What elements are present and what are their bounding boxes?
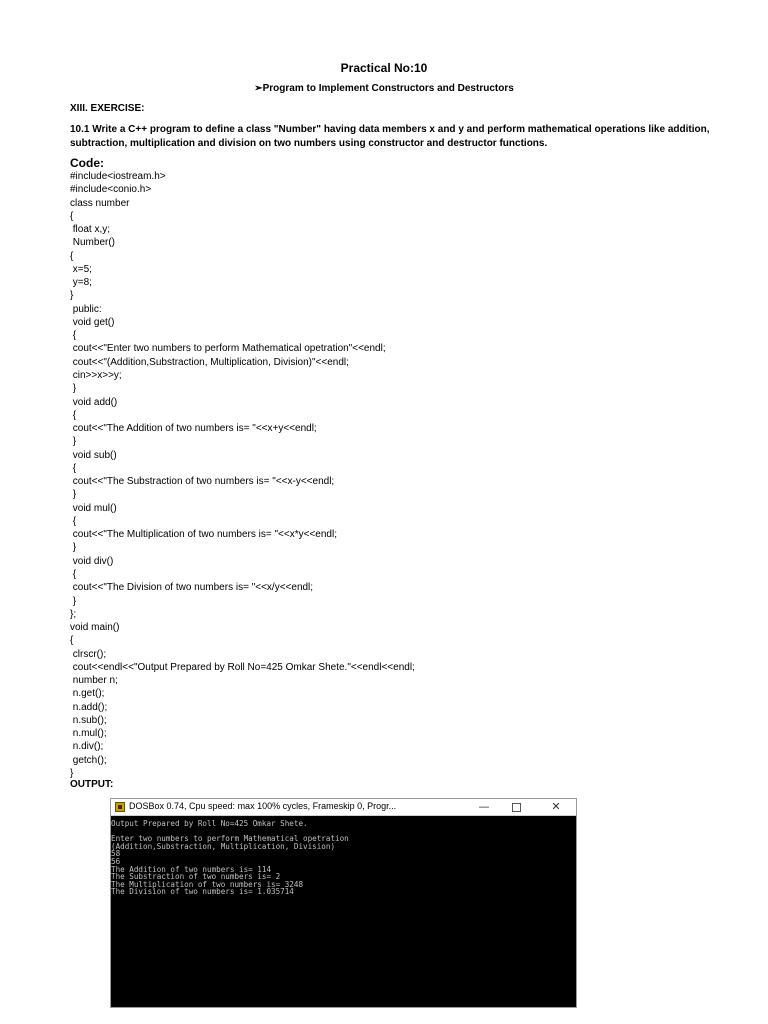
output-heading: OUTPUT: (70, 779, 114, 790)
dosbox-app-icon[interactable] (115, 802, 125, 812)
maximize-button[interactable] (496, 799, 536, 815)
code-line: } (70, 489, 77, 501)
page-subtitle: ➢Program to Implement Constructors and Destructors (254, 83, 514, 94)
code-line: }; (70, 608, 77, 620)
code-line: cout<<"The Addition of two numbers is= "<<x+y<<endl; (70, 423, 317, 435)
code-line: cin>>x>>y; (70, 369, 122, 381)
code-line: n.mul(); (70, 728, 107, 740)
code-line: { (70, 568, 77, 580)
dosbox-console-output[interactable] (111, 816, 576, 896)
dosbox-window-title: DOSBox 0.74, Cpu speed: max 100% cycles, Frameskip 0, Progr... (129, 801, 397, 811)
code-line: cout<<"(Addition,Substraction, Multiplication, Division)"<<endl; (70, 356, 349, 368)
code-line: float x,y; (70, 224, 111, 236)
question-text: 10.1 Write a C++ program to define a class "Number" having data members x and y and perform mathematical operations like addition, subtraction, multiplication and division on two numbers using constructor and destructor functions. (70, 124, 710, 149)
dosbox-titlebar[interactable] (111, 799, 576, 816)
code-line: void mul() (70, 502, 117, 514)
code-line: n.sub(); (70, 714, 107, 726)
code-line: { (70, 330, 77, 342)
code-line: n.get(); (70, 688, 105, 700)
code-line: y=8; (70, 277, 92, 289)
code-line: number n; (70, 675, 118, 687)
code-line: class number (70, 197, 130, 209)
console-line: Output Prepared by Roll No=425 Omkar Shete. (111, 819, 308, 828)
close-icon: ✕ (551, 800, 561, 813)
code-line: { (70, 462, 77, 474)
code-line: { (70, 409, 77, 421)
code-line: void main() (70, 622, 120, 634)
code-line: getch(); (70, 754, 107, 766)
maximize-icon (512, 803, 521, 812)
code-listing (70, 170, 415, 780)
code-line: cout<<"The Division of two numbers is= "<<x/y<<endl; (70, 582, 314, 594)
code-line: public: (70, 303, 102, 315)
console-line: The Multiplication of two numbers is= 3248 (111, 879, 304, 889)
code-line: cout<<endl<<"Output Prepared by Roll No=425 Omkar Shete."<<endl<<endl; (70, 661, 415, 673)
console-line: 58 (111, 849, 121, 859)
dosbox-window[interactable] (110, 798, 577, 1008)
code-line: { (70, 210, 74, 222)
code-line: void get() (70, 316, 115, 328)
code-line: } (70, 436, 77, 448)
code-line: } (70, 595, 77, 607)
code-line: void div() (70, 555, 114, 567)
code-line: } (70, 290, 74, 302)
code-heading: Code: (70, 156, 104, 170)
code-line: x=5; (70, 263, 92, 275)
code-line: n.div(); (70, 741, 104, 753)
code-line: } (70, 383, 77, 395)
code-line: { (70, 250, 74, 262)
console-line: Enter two numbers to perform Mathematical opetration (111, 834, 349, 844)
page-title: Practical No:10 (340, 61, 428, 75)
code-line: Number() (70, 237, 116, 249)
code-line: cout<<"The Substraction of two numbers is= "<<x-y<<endl; (70, 476, 335, 488)
code-line: cout<<"The Multiplication of two numbers is= "<<x*y<<endl; (70, 529, 337, 541)
code-line: { (70, 635, 74, 647)
code-line: void sub() (70, 449, 117, 461)
code-line: #include<conio.h> (70, 184, 152, 196)
code-line: } (70, 767, 74, 779)
code-line: n.add(); (70, 701, 108, 713)
close-button[interactable] (536, 799, 576, 815)
code-line: cout<<"Enter two numbers to perform Mathematical opetration"<<endl; (70, 343, 386, 355)
code-line: } (70, 542, 77, 554)
console-line: 56 (111, 856, 121, 866)
console-line: The Substraction of two numbers is= 2 (111, 872, 281, 882)
code-line: { (70, 515, 77, 527)
exercise-heading: XIII. EXERCISE: (70, 103, 145, 114)
console-line: The Division of two numbers is= 1.035714 (111, 887, 294, 897)
code-line: void add() (70, 396, 118, 408)
code-line: #include<iostream.h> (70, 171, 166, 182)
console-line: The Addition of two numbers is= 114 (111, 864, 272, 874)
console-line: (Addition,Substraction, Multiplication, Division) (111, 841, 336, 851)
minimize-icon: — (478, 800, 490, 813)
code-line: clrscr(); (70, 648, 107, 660)
